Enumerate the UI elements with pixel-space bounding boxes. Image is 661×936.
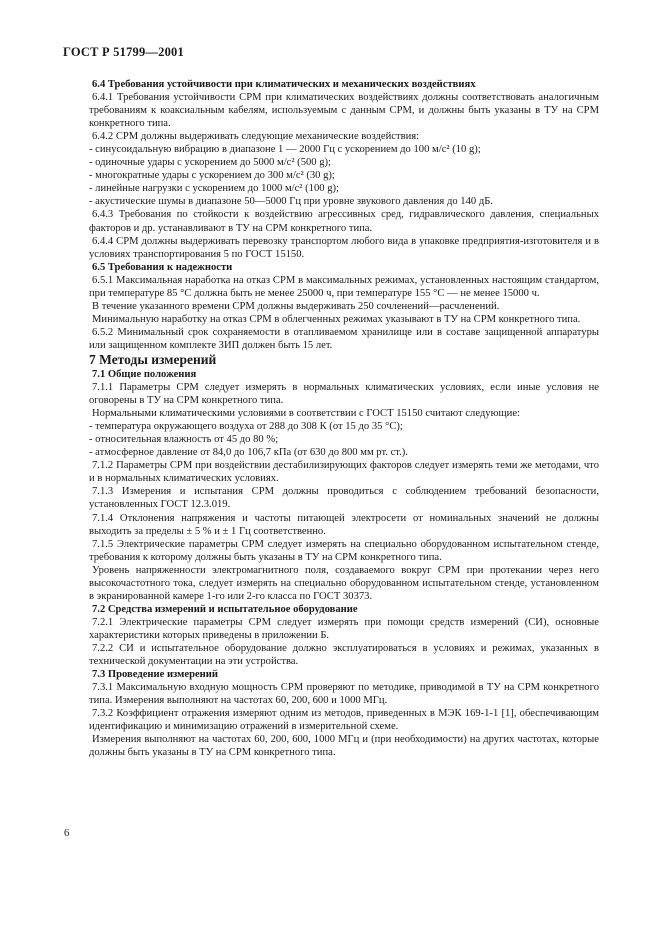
paragraph-7-2-2: 7.2.2 СИ и испытательное оборудование должно эксплуатироваться в условиях и режимах, указанных в технической документации на эти устройства. (89, 642, 599, 668)
list-item: - атмосферное давление от 84,0 до 106,7 кПа (от 630 до 800 мм рт. ст.). (89, 447, 408, 459)
list-item: - температура окружающего воздуха от 288 до 308 К (от 15 до 35 °С); (89, 421, 403, 433)
list-item: - многократные удары с ускорением до 300 м/с² (30 g); (89, 170, 335, 182)
list-item: - относительная влажность от 45 до 80 %; (89, 434, 279, 446)
paragraph-6-5-1c: Минимальную наработку на отказ СРМ в облегченных режимах указывают в ТУ на СРМ конкретного типа. (92, 313, 581, 325)
paragraph-6-5-1b: В течение указанного времени СРМ должны выдерживать 250 сочленений—расчленений. (92, 300, 500, 312)
paragraph-7-1-2: 7.1.2 Параметры СРМ при воздействии дестабилизирующих факторов следует измерять теми же методами, что и в нормальных климатических условиях. (89, 460, 599, 485)
document-body (89, 78, 599, 759)
list-item: - синусоидальную вибрацию в диапазоне 1 — 2000 Гц с ускорением до 100 м/с² (10 g); (89, 144, 481, 156)
paragraph-7-1-1b: Нормальными климатическими условиями в соответствии с ГОСТ 15150 считают следующие: (92, 408, 520, 420)
list-item: - одиночные удары с ускорением до 5000 м/с² (500 g); (89, 157, 331, 169)
paragraph-6-5-1: 6.5.1 Максимальная наработка на отказ СРМ в максимальных режимах, установленных настоящим стандартом, при температуре 85 °С должна быть не менее 25000 ч, при температуре 155 °С — не менее 15000 ч. (89, 274, 599, 299)
paragraph-7-1-5b: Уровень напряженности электромагнитного поля, создаваемого вокруг СРМ при протекании через него высокочастотного тока, следует измерять на специально оборудованном испытательном стенде, установленном в экранированной камере 1-го или 2-го класса по ГОСТ 30373. (89, 564, 599, 602)
paragraph-6-4-2: 6.4.2 СРМ должны выдерживать следующие механические воздействия: (92, 131, 420, 143)
section-6-4-title: 6.4 Требования устойчивости при климатических и механических воздействиях (92, 79, 476, 90)
section-6-5-title: 6.5 Требования к надежности (92, 261, 233, 273)
document-header: ГОСТ Р 51799—2001 (63, 45, 184, 59)
paragraph-6-4-4: 6.4.4 СРМ должны выдерживать перевозку транспортом любого вида в упаковке предприятия-изготовителя и в условиях транспортирования 5 по ГОСТ 15150. (89, 235, 599, 260)
paragraph-7-3-2b: Измерения выполняют на частотах 60, 200, 600, 1000 МГц и (при необходимости) на других частотах, которые должны быть указаны в ТУ на СРМ конкретного типа. (89, 734, 599, 759)
page-number: 6 (64, 828, 70, 839)
section-7-3-title: 7.3 Проведение измерений (92, 669, 218, 681)
section-7-1-title: 7.1 Общие положения (92, 368, 197, 380)
paragraph-6-5-2: 6.5.2 Минимальный срок сохраняемости в отапливаемом хранилище или в составе защищенной аппаратуры или защищенном комплекте ЗИП должен быть 15 лет. (89, 326, 599, 351)
list-item: - акустические шумы в диапазоне 50—5000 Гц при уровне звукового давления до 140 дБ. (89, 196, 493, 208)
list-item: - линейные нагрузки с ускорением до 1000 м/с² (100 g); (89, 183, 339, 195)
paragraph-6-4-1: 6.4.1 Требования устойчивости СРМ при климатических воздействиях должны соответствовать аналогичным требованиям к коаксиальным кабелям, используемым с данным СРМ, и должны быть указаны в ТУ на СРМ конкретного типа. (89, 92, 599, 130)
paragraph-7-2-1: 7.2.1 Электрические параметры СРМ следует измерять при помощи средств измерений (СИ), основные характеристики которых приведены в приложении Б. (89, 616, 599, 641)
paragraph-6-4-3: 6.4.3 Требования по стойкости к воздействию агрессивных сред, гидравлического давления, специальных факторов и др. устанавливают в ТУ на СРМ конкретного типа. (89, 209, 599, 234)
paragraph-7-1-5: 7.1.5 Электрические параметры СРМ следует измерять на специально оборудованном испытательном стенде, требования к которому должны быть указаны в ТУ на СРМ конкретного типа. (89, 538, 599, 563)
paragraph-7-1-4: 7.1.4 Отклонения напряжения и частоты питающей электросети от номинальных значений не должны выходить за пределы ± 5 % и ± 1 Гц соответственно. (89, 512, 599, 537)
paragraph-7-3-1: 7.3.1 Максимальную входную мощность СРМ проверяют по методике, приводимой в ТУ на СРМ конкретного типа. Измерения выполняют на частотах 60, 200, 600 и 1000 МГц. (89, 682, 599, 707)
paragraph-7-3-2: 7.3.2 Коэффициент отражения измеряют одним из методов, приведенных в МЭК 169-1-1 [1], обеспечивающим идентификацию и минимизацию отражений в измерительной схеме. (89, 708, 599, 733)
paragraph-7-1-3: 7.1.3 Измерения и испытания СРМ должны проводиться с соблюдением требований безопасности, установленных ГОСТ 12.3.019. (89, 486, 599, 511)
section-7-2-title: 7.2 Средства измерений и испытательное оборудование (92, 603, 358, 615)
paragraph-7-1-1: 7.1.1 Параметры СРМ следует измерять в нормальных климатических условиях, если иные условия не оговорены в ТУ на СРМ конкретного типа. (89, 382, 599, 407)
section-7-title: 7 Методы измерений (89, 351, 217, 367)
